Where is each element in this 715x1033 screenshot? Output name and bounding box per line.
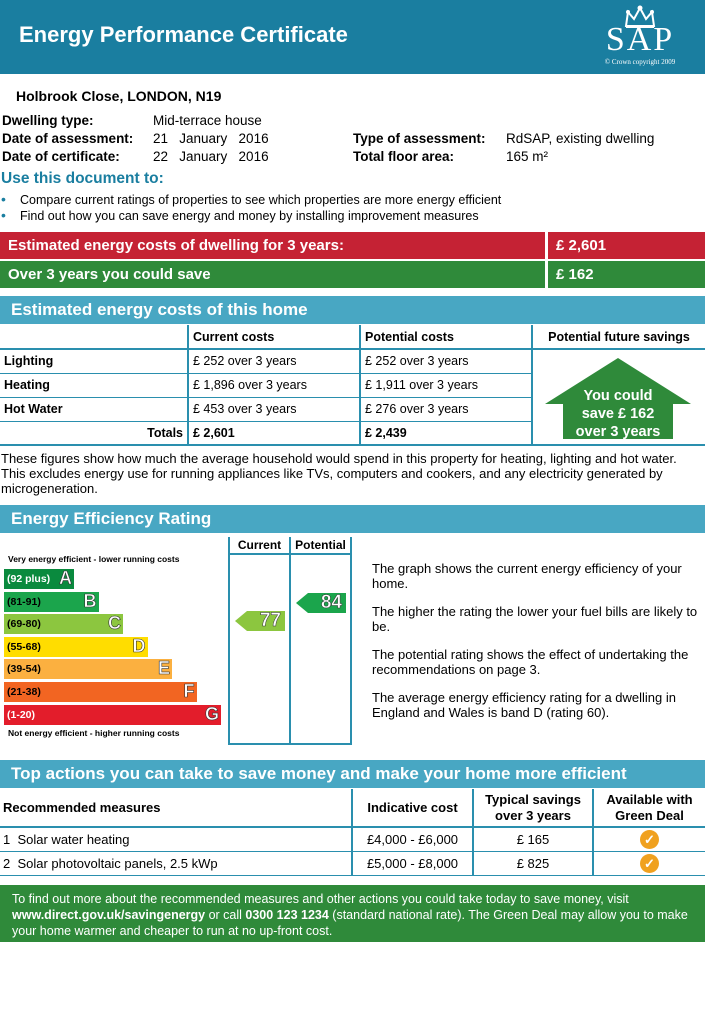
checkmark-icon: ✓ [640, 830, 659, 849]
current-rating-arrow [235, 611, 285, 631]
house-savings-text: You could save £ 162 over 3 years [575, 388, 661, 440]
rating-band-e [4, 659, 172, 679]
band-letter: F [183, 681, 195, 701]
current-rating-value: 77 [259, 609, 281, 631]
table-row [0, 827, 705, 851]
chart-divider [228, 553, 352, 555]
band-letter: A [59, 568, 72, 588]
rating-desc-paragraph: The graph shows the current energy efficiency of your home. [372, 561, 682, 591]
estimated-costs-label: Estimated energy costs of dwelling for 3 years: [0, 232, 545, 259]
rating-band-c [4, 614, 123, 634]
potential-rating-value: 84 [320, 592, 342, 614]
cell-current: £ 252 over 3 years [188, 349, 360, 373]
table-header-row [0, 325, 705, 349]
band-range: (92 plus) [7, 573, 51, 585]
savings-value: £ 162 [548, 261, 705, 288]
col-green-deal: Available with Green Deal [593, 789, 705, 827]
chart-divider [350, 537, 352, 745]
rating-description [372, 561, 704, 720]
footer-info: To find out more about the recommended measures and other actions you could take today to save money, visit www.direct.gov.uk/savingenergy or call 0300 123 1234 (standard national rate). The Green Deal may allow you to make your home warmer and cheaper to run at no up-front cost. [0, 885, 705, 942]
rating-band-b [4, 592, 99, 612]
list-item: • Compare current ratings of properties to see which properties are more energy efficient [0, 192, 700, 208]
checkmark-icon: ✓ [640, 854, 659, 873]
measure-cell: 1 Solar water heating [3, 831, 130, 847]
phone-number: 0300 123 1234 [245, 908, 329, 922]
potential-rating-arrow [296, 593, 346, 613]
savings-cell: £ 165 [473, 827, 593, 851]
savings-house-cell [532, 349, 705, 445]
col-indicative-cost: Indicative cost [352, 789, 473, 827]
rating-desc-paragraph: The potential rating shows the effect of undertaking the recommendations on page 3. [372, 647, 689, 677]
date-certificate-value: 22 January 2016 [153, 149, 269, 164]
col-typical-savings: Typical savings over 3 years [473, 789, 593, 827]
band-letter: D [132, 635, 146, 656]
col-potential-costs: Potential costs [360, 325, 532, 349]
measures-table [0, 789, 705, 876]
band-range: (55-68) [7, 640, 41, 653]
date-certificate-label: Date of certificate: [2, 149, 120, 164]
col-measures: Recommended measures [3, 800, 161, 815]
date-assessment-label: Date of assessment: [2, 131, 134, 146]
dwelling-type-label: Dwelling type: [2, 113, 94, 128]
rating-section-heading: Energy Efficiency Rating [0, 505, 705, 533]
dwelling-type-value: Mid-terrace house [153, 113, 262, 128]
floor-area-label: Total floor area: [353, 149, 455, 164]
table-row [0, 349, 705, 373]
band-range: (69-80) [7, 618, 41, 631]
date-assessment-value: 21 January 2016 [153, 131, 269, 146]
use-document-heading: Use this document to: [1, 170, 164, 187]
cell-current: £ 1,896 over 3 years [188, 373, 360, 397]
actions-section-heading: Top actions you can take to save money and make your home more efficient [0, 760, 705, 788]
col-future-savings: Potential future savings [532, 325, 705, 349]
floor-area-value: 165 m² [506, 149, 549, 164]
row-label: Heating [4, 378, 50, 392]
cost-cell: £5,000 - £8,000 [352, 851, 473, 875]
chart-divider [228, 743, 352, 745]
sap-logo [593, 4, 687, 66]
chart-divider [289, 537, 291, 745]
costs-note: These figures show how much the average household would spend in this property for heating, lighting and hot water. This excludes energy use for running appliances like TVs, computers and cookers, and any electricity generated by microgeneration. [1, 451, 677, 496]
rating-band-f [4, 682, 197, 702]
measure-cell: 2 Solar photovoltaic panels, 2.5 kWp [3, 855, 218, 871]
rating-band-d [4, 637, 148, 657]
efficient-note: Very energy efficient - lower running costs [8, 554, 180, 564]
savingenergy-link[interactable]: www.direct.gov.uk/savingenergy [12, 908, 206, 922]
costs-section-heading: Estimated energy costs of this home [0, 296, 705, 324]
page-title: Energy Performance Certificate [19, 22, 348, 47]
col-potential-rating: Potential [295, 538, 346, 552]
chart-divider [228, 537, 230, 745]
band-range: (21-38) [7, 686, 41, 698]
totals-label: Totals [147, 425, 183, 440]
use-document-list [0, 192, 700, 224]
costs-table [0, 325, 705, 446]
total-potential: £ 2,439 [360, 421, 532, 445]
green-deal-cell [593, 827, 705, 851]
savings-label: Over 3 years you could save [0, 261, 545, 288]
cell-potential: £ 252 over 3 years [360, 349, 532, 373]
cost-cell: £4,000 - £6,000 [352, 827, 473, 851]
band-letter: B [83, 590, 97, 611]
copyright-note: © Crown copyright 2009 [604, 58, 676, 66]
rating-band-a [4, 569, 74, 589]
col-current-rating: Current [237, 538, 282, 552]
estimated-costs-value: £ 2,601 [548, 232, 705, 259]
cell-current: £ 453 over 3 years [188, 397, 360, 421]
band-range: (39-54) [7, 663, 41, 676]
inefficient-note: Not energy efficient - higher running costs [8, 728, 180, 738]
rating-band-g [4, 705, 221, 725]
cell-potential: £ 1,911 over 3 years [360, 373, 532, 397]
row-label: Lighting [4, 354, 54, 369]
band-letter: C [108, 613, 121, 634]
band-letter: G [204, 703, 219, 724]
sap-logo-text: SAP [605, 21, 675, 58]
cell-potential: £ 276 over 3 years [360, 397, 532, 421]
rating-desc-paragraph: The average energy efficiency rating for a dwelling in England and Wales is band D (rating 60). [372, 690, 676, 720]
rating-chart [0, 537, 352, 745]
band-range: (81-91) [7, 595, 41, 608]
green-deal-cell [593, 851, 705, 875]
table-header-row [0, 789, 705, 827]
type-assessment-value: RdSAP, existing dwelling [506, 131, 655, 146]
band-range: (1-20) [7, 708, 36, 721]
list-item: • Find out how you can save energy and money by installing improvement measures [0, 208, 700, 224]
row-label: Hot Water [4, 402, 63, 416]
rating-desc-paragraph: The higher the rating the lower your fuel bills are likely to be. [372, 604, 698, 634]
col-current-costs: Current costs [188, 325, 360, 349]
property-address: Holbrook Close, LONDON, N19 [16, 88, 222, 104]
table-row [0, 851, 705, 875]
total-current: £ 2,601 [188, 421, 360, 445]
band-letter: E [157, 658, 170, 679]
savings-cell: £ 825 [473, 851, 593, 875]
type-assessment-label: Type of assessment: [353, 131, 486, 146]
